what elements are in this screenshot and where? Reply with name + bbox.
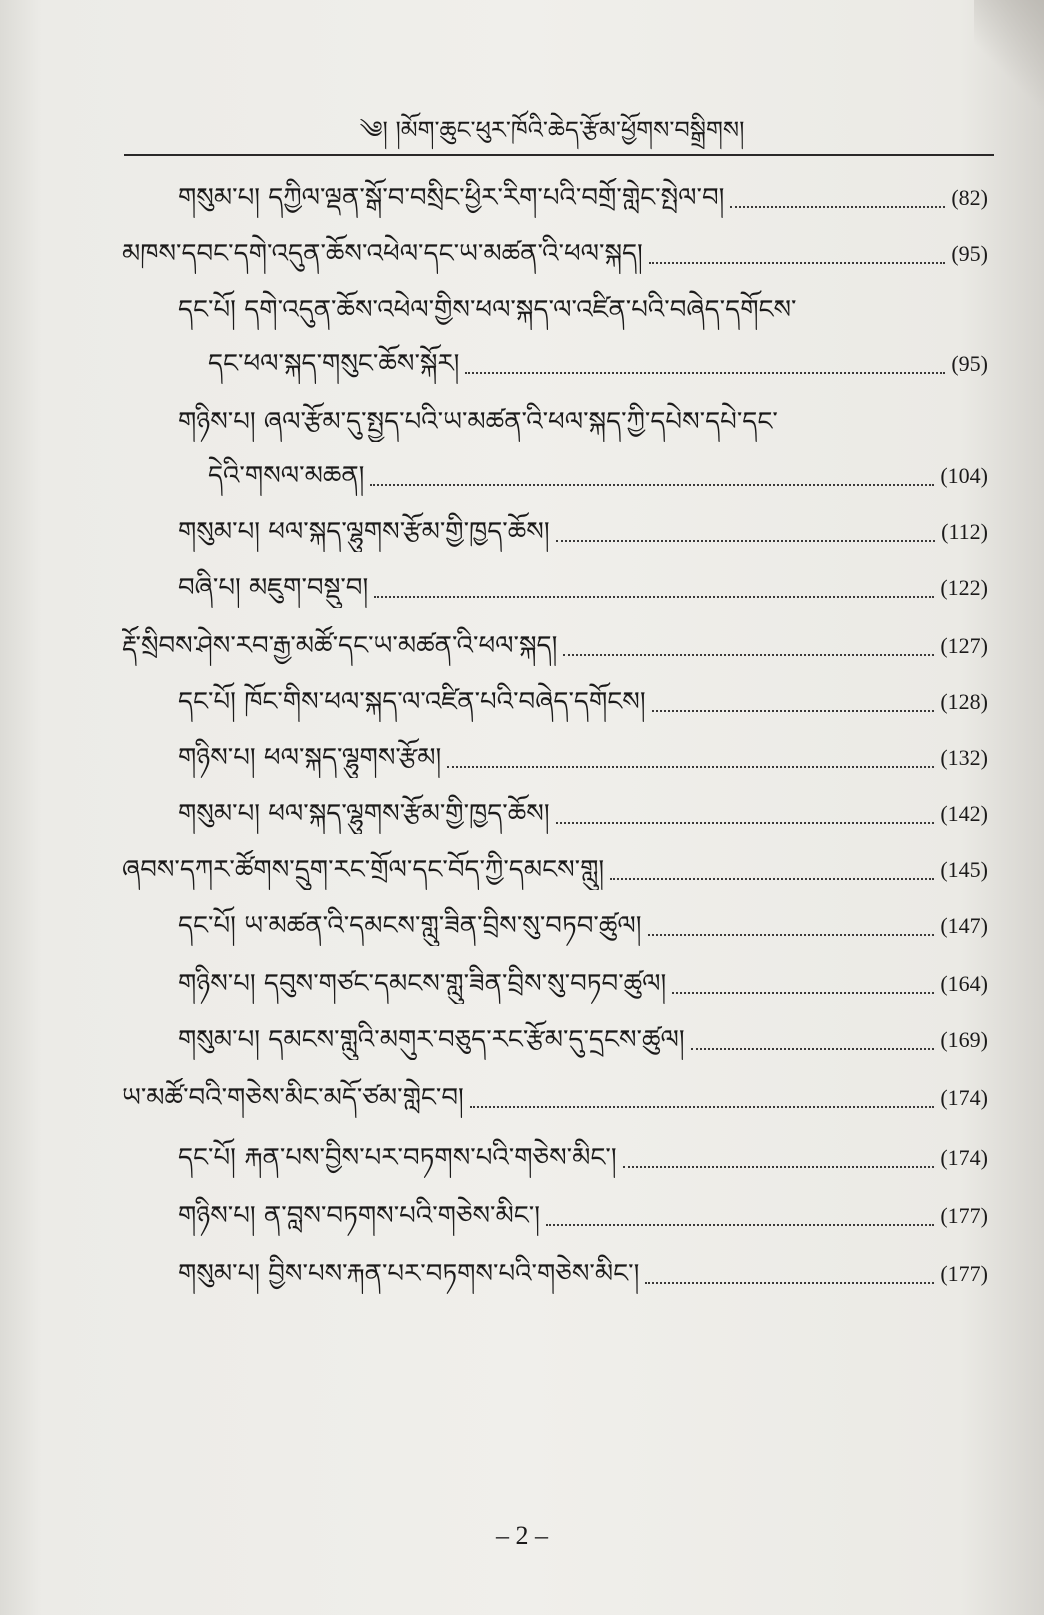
toc-entry-page: (169): [940, 1027, 988, 1052]
dot-leader: [645, 1282, 934, 1284]
dot-leader: [374, 596, 934, 598]
page-number: – 2 –: [496, 1521, 548, 1550]
toc-entry-label: གསུམ་པ། ཕལ་སྐད་ལྷུགས་རྩོམ་གྱི་ཁྱད་ཆོས།: [178, 517, 550, 547]
dot-leader: [563, 654, 934, 656]
toc-entry-subsection[interactable]: [178, 178, 988, 218]
toc-entry-page: (122): [940, 575, 988, 600]
toc-entry-page: (147): [940, 913, 988, 938]
dot-leader: [465, 372, 945, 374]
toc-entry-page: (174): [940, 1145, 988, 1170]
toc-entry-label: གསུམ་པ། དཀྱིལ་ལྡན་སྒོ་བ་བསྲིང་ཕྱིར་རིག་པའི་བགྲོ་གླེང་སྤེལ་བ།: [178, 183, 725, 213]
toc-entry-page: (112): [941, 519, 988, 544]
toc-entry-page: (142): [940, 801, 988, 826]
toc-entry-subsection[interactable]: [178, 1020, 988, 1060]
toc-entry-label: གསུམ་པ། དམངས་གླུའི་མགུར་བཅུད་རང་རྩོམ་དུ་དྲངས་ཚུལ།: [178, 1025, 685, 1055]
toc-entry-subsection[interactable]: [178, 738, 988, 778]
toc-entry-subsection[interactable]: [178, 1254, 988, 1294]
toc-entry-chapter[interactable]: [122, 1078, 988, 1118]
toc-entry-subsection[interactable]: [178, 568, 988, 608]
toc-entry-label: གཉིས་པ། ན་བླས་བཏགས་པའི་གཅེས་མིང་།: [178, 1201, 540, 1231]
toc-entry-page: (177): [940, 1203, 988, 1228]
toc-entry-chapter[interactable]: [122, 626, 988, 666]
toc-entry-label: རྡོ་སྲིབས་ཤེས་རབ་རྒྱ་མཚོ་དང་ཡ་མཚན་འི་ཕལ་སྐད།: [122, 631, 558, 661]
toc-entry-subsection[interactable]: [178, 1196, 988, 1236]
toc-entry-page: (174): [940, 1085, 988, 1110]
toc-entry-page: (177): [940, 1261, 988, 1286]
toc-entry-subsection-line2[interactable]: [208, 456, 988, 496]
dot-leader: [648, 934, 935, 936]
running-title: ༄། །མོག་ཆུང་ཕུར་ཁོའི་ཆེད་རྩོམ་ཕྱོགས་བསྒྲིགས།: [359, 116, 745, 144]
toc-entry-label: ཞབས་དཀར་ཚོགས་དྲུག་རང་གྲོལ་དང་བོད་ཀྱི་དམངས་གླུ།: [122, 855, 605, 885]
dot-leader: [370, 484, 934, 486]
toc-entry-subsection[interactable]: [178, 964, 988, 1004]
toc-entry-label: དང་པོ། རྐན་པས་བྱིས་པར་བཏགས་པའི་གཅེས་མིང་།: [178, 1143, 617, 1173]
toc-entry-page: (95): [951, 241, 988, 266]
toc-entry-label: གསུམ་པ། ཕལ་སྐད་ལྷུགས་རྩོམ་གྱི་ཁྱད་ཆོས།: [178, 799, 550, 829]
dot-leader: [730, 206, 945, 208]
toc-entry-subsection[interactable]: [178, 512, 988, 552]
dot-leader: [672, 992, 934, 994]
toc-entry-chapter[interactable]: [122, 850, 988, 890]
toc-entry-chapter[interactable]: [122, 234, 988, 274]
toc-entry-label: དང་པོ། ཡ་མཚན་འི་དམངས་གླུ་ཟིན་བྲིས་སུ་བཏབ་ཚུལ།: [178, 911, 642, 941]
toc-entry-page: (82): [951, 185, 988, 210]
toc-entry-label: གཉིས་པ། ཕལ་སྐད་ལྷུགས་རྩོམ།: [178, 743, 442, 773]
dot-leader: [470, 1106, 935, 1108]
toc-entry-subsection[interactable]: [178, 906, 988, 946]
dot-leader: [556, 540, 936, 542]
toc-entry-label: གཉིས་པ། ཞལ་རྩོམ་དུ་སྤྱད་པའི་ཡ་མཚན་འི་ཕལ་སྐད་ཀྱི་དཔེས་དཔེ་དང་: [178, 407, 778, 437]
toc-entry-subsection-line2[interactable]: [208, 344, 988, 384]
toc-entry-label: བཞི་པ། མཇུག་བསྡུ་བ།: [178, 573, 369, 603]
toc-entry-label: དང་པོ། ཁོང་གིས་ཕལ་སྐད་ལ་འཛིན་པའི་བཞེད་དགོངས།: [178, 687, 646, 717]
toc-entry-page: (95): [951, 351, 988, 376]
toc-entry-page: (128): [940, 689, 988, 714]
dot-leader: [649, 262, 946, 264]
dot-leader: [623, 1166, 935, 1168]
toc-entry-label: གཉིས་པ། དབུས་གཙང་དམངས་གླུ་ཟིན་བྲིས་སུ་བཏབ་ཚུལ།: [178, 969, 667, 999]
toc-entry-subsection[interactable]: [178, 682, 988, 722]
toc-entry-page: (104): [940, 463, 988, 488]
dot-leader: [556, 822, 935, 824]
toc-entry-label-continued: དེའི་གསལ་མཆན།: [208, 461, 365, 491]
toc-entry-label: མཁས་དབང་དགེ་འདུན་ཆོས་འཕེལ་དང་ཡ་མཚན་འི་ཕལ་སྐད།: [122, 239, 643, 269]
toc-entry-page: (132): [940, 745, 988, 770]
dot-leader: [546, 1224, 934, 1226]
dot-leader: [447, 766, 934, 768]
dot-leader: [652, 710, 935, 712]
toc-entry-label: གསུམ་པ། བྱིས་པས་རྐན་པར་བཏགས་པའི་གཅེས་མིང་།: [178, 1259, 640, 1289]
dot-leader: [691, 1048, 935, 1050]
toc-entry-page: (127): [940, 633, 988, 658]
toc-entry-subsection-line1[interactable]: [178, 402, 988, 442]
toc-entry-page: (145): [940, 857, 988, 882]
toc-entry-label: ཡ་མཚོ་བའི་གཅེས་མིང་མདོ་ཙམ་གླེང་བ།: [122, 1083, 464, 1113]
toc-entry-subsection[interactable]: [178, 1138, 988, 1178]
toc-entry-label: དང་པོ། དགེ་འདུན་ཆོས་འཕེལ་གྱིས་ཕལ་སྐད་ལ་འཛིན་པའི་བཞེད་དགོངས་: [178, 295, 797, 325]
dot-leader: [610, 878, 934, 880]
toc-entry-page: (164): [940, 971, 988, 996]
toc-entry-subsection[interactable]: [178, 794, 988, 834]
toc-entry-subsection-line1[interactable]: [178, 290, 988, 330]
toc-entry-label-continued: དང་ཕལ་སྐད་གསུང་ཆོས་སྐོར།: [208, 349, 460, 379]
